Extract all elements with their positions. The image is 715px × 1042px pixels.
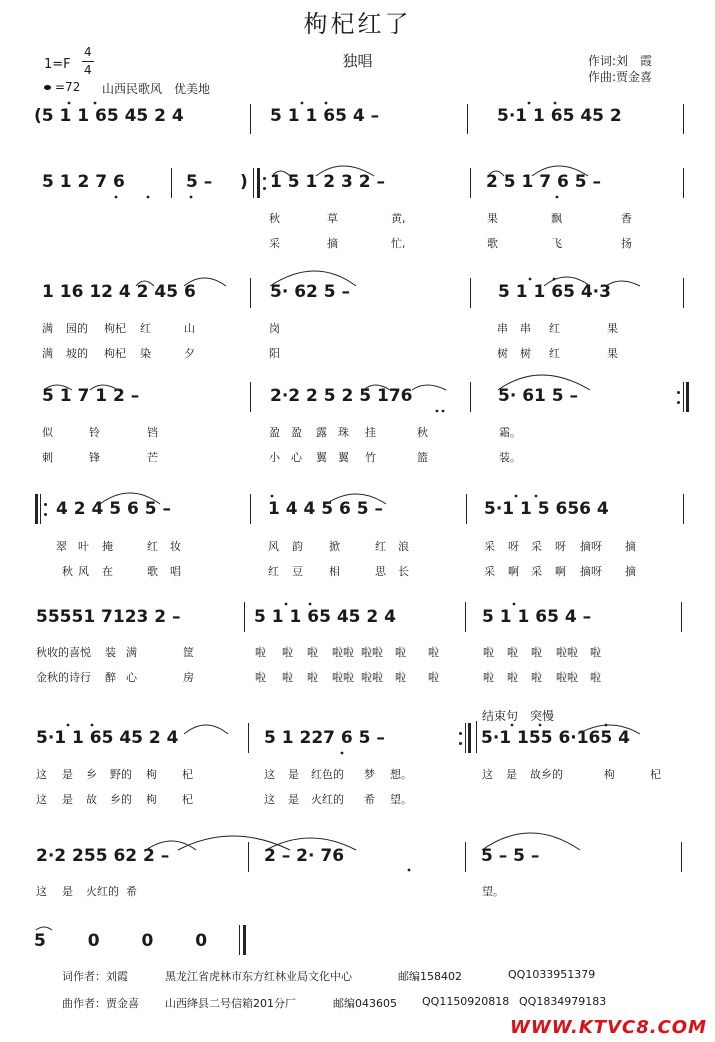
slur bbox=[270, 271, 356, 286]
lyric: 染 bbox=[140, 347, 151, 360]
lyric: 故乡的 bbox=[530, 768, 563, 781]
lyric: 秋收的喜悦 bbox=[36, 646, 91, 659]
measure-4-3: 5· 61 5 – bbox=[498, 386, 579, 406]
lyric: 摘呀 bbox=[580, 540, 602, 553]
footer-composer: 曲作者：贾金喜 bbox=[62, 997, 139, 1010]
lyric: 串 bbox=[497, 322, 508, 335]
footer-lyricist-address: 黑龙江省虎林市东方红林业局文化中心 bbox=[165, 970, 352, 983]
footer-lyricist-postcode: 邮编158402 bbox=[398, 970, 462, 983]
tempo: =72 bbox=[55, 80, 81, 94]
footer-composer-address: 山西绛县二号信箱201分厂 bbox=[165, 997, 296, 1010]
footer-composer-qq-2: QQ1834979183 bbox=[519, 995, 607, 1008]
lyric: 叶 bbox=[78, 540, 89, 553]
lyric: 啊 bbox=[508, 565, 519, 578]
measure-2-2: 5 – bbox=[186, 172, 213, 192]
measure-2-1: 5 1 2 7 6 bbox=[42, 172, 125, 192]
lyric: 满 bbox=[42, 322, 53, 335]
lyric: 火红的 bbox=[311, 793, 344, 806]
lyric: 枸杞 bbox=[104, 322, 126, 335]
lyric: 啦 bbox=[590, 671, 601, 684]
lyric: 是 bbox=[506, 768, 517, 781]
lyricist: 作词:刘 霞 bbox=[588, 54, 653, 68]
lyric: 忙, bbox=[391, 237, 406, 250]
lyric: 乡 bbox=[86, 768, 97, 781]
lyric: 心 bbox=[126, 671, 137, 684]
lyric: 掩 bbox=[102, 540, 113, 553]
footer-composer-qq-1: QQ1150920818 bbox=[422, 995, 510, 1008]
lyric: 摘 bbox=[327, 237, 338, 250]
lyric: 果 bbox=[607, 347, 618, 360]
slur bbox=[36, 927, 52, 930]
lyric: 这 bbox=[264, 793, 275, 806]
measure-8-3: 5 – 5 – bbox=[481, 846, 540, 866]
lyric: 杞 bbox=[182, 793, 193, 806]
lyric: 啦 bbox=[507, 646, 518, 659]
slur bbox=[544, 277, 590, 286]
lyric: 刺 bbox=[42, 451, 53, 464]
lyric: 啦 bbox=[395, 671, 406, 684]
lyric: 呀 bbox=[555, 540, 566, 553]
lyric: 树 bbox=[520, 347, 531, 360]
lyric: 啦 bbox=[395, 646, 406, 659]
lyric: 妆 bbox=[170, 540, 181, 553]
lyric: 啦 bbox=[428, 646, 439, 659]
lyric: 串 bbox=[520, 322, 531, 335]
lyric: 金秋的诗行 bbox=[36, 671, 91, 684]
lyric: 相 bbox=[329, 565, 340, 578]
lyric: 豆 bbox=[292, 565, 303, 578]
lyric: 红 bbox=[549, 322, 560, 335]
lyric: 啦啦 bbox=[556, 671, 578, 684]
measure-4-1: 5 1 7 1 2 – bbox=[42, 386, 140, 406]
slur bbox=[578, 725, 640, 734]
lyric: 霜。 bbox=[499, 426, 521, 439]
lyric: 翼 bbox=[338, 451, 349, 464]
lyric: 竹 bbox=[365, 451, 376, 464]
lyric: 希 bbox=[126, 885, 137, 898]
measure-1-2: 5 1 1 65 4 – bbox=[270, 106, 380, 126]
slur bbox=[412, 385, 446, 390]
time-signature-top: 4 bbox=[84, 45, 92, 59]
song-title: 枸杞红了 bbox=[303, 10, 412, 38]
key-signature: 1=F bbox=[44, 57, 71, 72]
measure-8-2: 2 – 2· 76 bbox=[264, 846, 345, 866]
lyric: 望。 bbox=[390, 793, 412, 806]
lyric: 想。 bbox=[390, 768, 412, 781]
measure-6-2: 5 1 1 65 45 2 4 bbox=[254, 607, 396, 627]
lyric: 扬 bbox=[621, 237, 632, 250]
lyric: 是 bbox=[62, 885, 73, 898]
lyric: 掀 bbox=[329, 540, 340, 553]
slur bbox=[266, 838, 356, 850]
lyric: 翠 bbox=[56, 540, 67, 553]
slur bbox=[364, 385, 390, 390]
lyric: 采 bbox=[484, 540, 495, 553]
lyric: 采 bbox=[484, 565, 495, 578]
lyric: 树 bbox=[497, 347, 508, 360]
lyric: 歌 bbox=[487, 237, 498, 250]
lyric: 采 bbox=[531, 540, 542, 553]
style-marking: 山西民歌风 优美地 bbox=[102, 82, 211, 96]
slur bbox=[44, 385, 72, 390]
lyric: 火红的 bbox=[86, 885, 119, 898]
lyric: 似 bbox=[42, 426, 53, 439]
lyric: 呀 bbox=[508, 540, 519, 553]
lyric: 秋 bbox=[269, 212, 280, 225]
lyric: 盈 bbox=[291, 426, 302, 439]
lyric: 红色的 bbox=[311, 768, 344, 781]
lyric: 摘 bbox=[625, 540, 636, 553]
lyric: 小 bbox=[269, 451, 280, 464]
closing-parenthesis: ) bbox=[240, 172, 248, 192]
lyric: 筐 bbox=[183, 646, 194, 659]
measure-3-1: 1 16 12 4 2 45 6 bbox=[42, 282, 196, 302]
lyric: 枸 bbox=[146, 793, 157, 806]
lyric: 啦 bbox=[307, 646, 318, 659]
lyric: 满 bbox=[42, 347, 53, 360]
lyric: 秋 bbox=[417, 426, 428, 439]
lyric: 枸 bbox=[146, 768, 157, 781]
lyric: 醉 bbox=[105, 671, 116, 684]
lyric: 红 bbox=[140, 322, 151, 335]
lyric: 啦 bbox=[483, 671, 494, 684]
lyric: 啦啦 bbox=[556, 646, 578, 659]
lyric: 摘 bbox=[625, 565, 636, 578]
song-subtitle: 独唱 bbox=[342, 52, 373, 70]
slur bbox=[184, 278, 226, 286]
lyric: 歌 bbox=[147, 565, 158, 578]
lyric: 坡的 bbox=[66, 347, 88, 360]
lyric: 希 bbox=[364, 793, 375, 806]
lyric: 思 bbox=[375, 565, 386, 578]
lyric: 心 bbox=[291, 451, 302, 464]
lyric: 摘呀 bbox=[580, 565, 602, 578]
lyric: 锋 bbox=[89, 451, 100, 464]
lyric: 红 bbox=[147, 540, 158, 553]
lyric: 果 bbox=[607, 322, 618, 335]
lyric: 飞 bbox=[551, 237, 562, 250]
lyric: 草 bbox=[327, 212, 338, 225]
lyric: 韵 bbox=[292, 540, 303, 553]
lyric: 啦 bbox=[531, 671, 542, 684]
lyric: 夕 bbox=[184, 347, 195, 360]
lyric: 阳 bbox=[269, 347, 280, 360]
lyric: 红 bbox=[549, 347, 560, 360]
measure-6-3: 5 1 1 65 4 – bbox=[482, 607, 592, 627]
lyric: 是 bbox=[288, 768, 299, 781]
lyric: 采 bbox=[531, 565, 542, 578]
site-watermark: WWW.KTVC8.COM bbox=[510, 1017, 707, 1038]
lyric: 是 bbox=[288, 793, 299, 806]
lyric: 枸杞 bbox=[104, 347, 126, 360]
lyric: 这 bbox=[264, 768, 275, 781]
slur bbox=[488, 171, 504, 176]
lyric: 是 bbox=[62, 793, 73, 806]
lyric: 山 bbox=[184, 322, 195, 335]
slur bbox=[178, 836, 290, 850]
lyric: 风 bbox=[268, 540, 279, 553]
measure-7-3: 5·1 155 6·165 4 bbox=[481, 728, 630, 748]
measure-1-1: (5 1 1 65 45 2 4 bbox=[34, 106, 184, 126]
lyric: 黄, bbox=[391, 212, 406, 225]
slur bbox=[482, 833, 580, 850]
lyric: 盈 bbox=[269, 426, 280, 439]
lyric: 园的 bbox=[66, 322, 88, 335]
lyric: 露 bbox=[316, 426, 327, 439]
lyric: 风 bbox=[78, 565, 89, 578]
lyric: 这 bbox=[36, 793, 47, 806]
slur bbox=[136, 281, 154, 286]
lyric: 装 bbox=[105, 646, 116, 659]
slur bbox=[90, 385, 118, 390]
lyric: 故 bbox=[86, 793, 97, 806]
lyric: 在 bbox=[102, 565, 113, 578]
slur bbox=[606, 281, 640, 286]
slur bbox=[326, 494, 386, 504]
lyric: 啦 bbox=[483, 646, 494, 659]
measure-7-1: 5·1 1 65 45 2 4 bbox=[36, 728, 179, 748]
measure-1-3: 5·1 1 65 45 2 bbox=[497, 106, 622, 126]
lyric: 这 bbox=[36, 885, 47, 898]
measure-8-1: 2·2 255 62 2 – bbox=[36, 846, 170, 866]
tempo-marking: 结束句 突慢 bbox=[482, 709, 555, 723]
lyric: 啦啦 bbox=[332, 646, 354, 659]
lyric: 啦啦 bbox=[361, 646, 383, 659]
lyric: 铛 bbox=[147, 426, 158, 439]
lyric: 铃 bbox=[89, 426, 100, 439]
lyric: 啦啦 bbox=[332, 671, 354, 684]
lyric: 啦 bbox=[590, 646, 601, 659]
lyric: 啊 bbox=[555, 565, 566, 578]
slur bbox=[532, 166, 588, 176]
lyric: 乡的 bbox=[110, 793, 132, 806]
measure-5-1: 4 2 4 5 6 5 – bbox=[56, 499, 171, 519]
lyric: 啦 bbox=[428, 671, 439, 684]
lyric: 红 bbox=[375, 540, 386, 553]
lyric: 啦 bbox=[255, 646, 266, 659]
lyric: 珠 bbox=[338, 426, 349, 439]
lyric: 啦啦 bbox=[361, 671, 383, 684]
footer-composer-postcode: 邮编043605 bbox=[333, 997, 397, 1010]
footer-lyricist-qq: QQ1033951379 bbox=[508, 968, 596, 981]
measure-6-1: 55551 7123 2 – bbox=[36, 607, 181, 627]
slur bbox=[184, 725, 228, 734]
lyric: 采 bbox=[269, 237, 280, 250]
lyric: 杞 bbox=[650, 768, 661, 781]
lyric: 装。 bbox=[499, 451, 521, 464]
lyric: 长 bbox=[398, 565, 409, 578]
composer: 作曲:贾金喜 bbox=[588, 70, 653, 84]
lyric: 红 bbox=[268, 565, 279, 578]
lyric: 挂 bbox=[365, 426, 376, 439]
slur bbox=[316, 166, 374, 176]
measure-5-3: 5·1 1 5 656 4 bbox=[484, 499, 609, 519]
lyric: 这 bbox=[482, 768, 493, 781]
measure-2-3: 1 5 1 2 3 2 – bbox=[270, 172, 385, 192]
slur bbox=[100, 493, 160, 504]
lyric: 岗 bbox=[269, 322, 280, 335]
time-signature-bottom: 4 bbox=[84, 63, 92, 77]
measure-2-4: 2 5 1 7 6 5 – bbox=[486, 172, 601, 192]
lyric: 翼 bbox=[316, 451, 327, 464]
lyric: 梦 bbox=[364, 768, 375, 781]
lyric: 啦 bbox=[307, 671, 318, 684]
lyric: 枸 bbox=[604, 768, 615, 781]
lyric: 这 bbox=[36, 768, 47, 781]
lyric: 满 bbox=[126, 646, 137, 659]
lyric: 是 bbox=[62, 768, 73, 781]
lyric: 野的 bbox=[110, 768, 132, 781]
lyric: 唱 bbox=[170, 565, 181, 578]
lyric: 房 bbox=[183, 671, 194, 684]
lyric: 望。 bbox=[482, 885, 504, 898]
lyric: 啦 bbox=[282, 646, 293, 659]
lyric: 香 bbox=[621, 212, 632, 225]
lyric: 啦 bbox=[255, 671, 266, 684]
lyric: 篮 bbox=[417, 451, 428, 464]
lyric: 啦 bbox=[282, 671, 293, 684]
lyric: 啦 bbox=[507, 671, 518, 684]
measure-5-2: 1 4 4 5 6 5 – bbox=[268, 499, 383, 519]
measure-3-2: 5· 62 5 – bbox=[270, 282, 351, 302]
lyric: 啦 bbox=[531, 646, 542, 659]
measure-3-3: 5 1 1 65 4·3 bbox=[498, 282, 611, 302]
slur bbox=[498, 375, 590, 390]
slur bbox=[272, 171, 290, 176]
measure-9-1: 5 0 0 0 bbox=[34, 931, 208, 951]
measure-4-2: 2·2 2 5 2 5 176 bbox=[270, 386, 413, 406]
lyric: 芒 bbox=[147, 451, 158, 464]
lyric: 秋 bbox=[62, 565, 73, 578]
lyric: 浪 bbox=[398, 540, 409, 553]
lyric: 果 bbox=[487, 212, 498, 225]
lyric: 飘 bbox=[551, 212, 562, 225]
measure-7-2: 5 1 227 6 5 – bbox=[264, 728, 385, 748]
lyric: 杞 bbox=[182, 768, 193, 781]
footer-lyricist: 词作者：刘霞 bbox=[62, 970, 128, 983]
